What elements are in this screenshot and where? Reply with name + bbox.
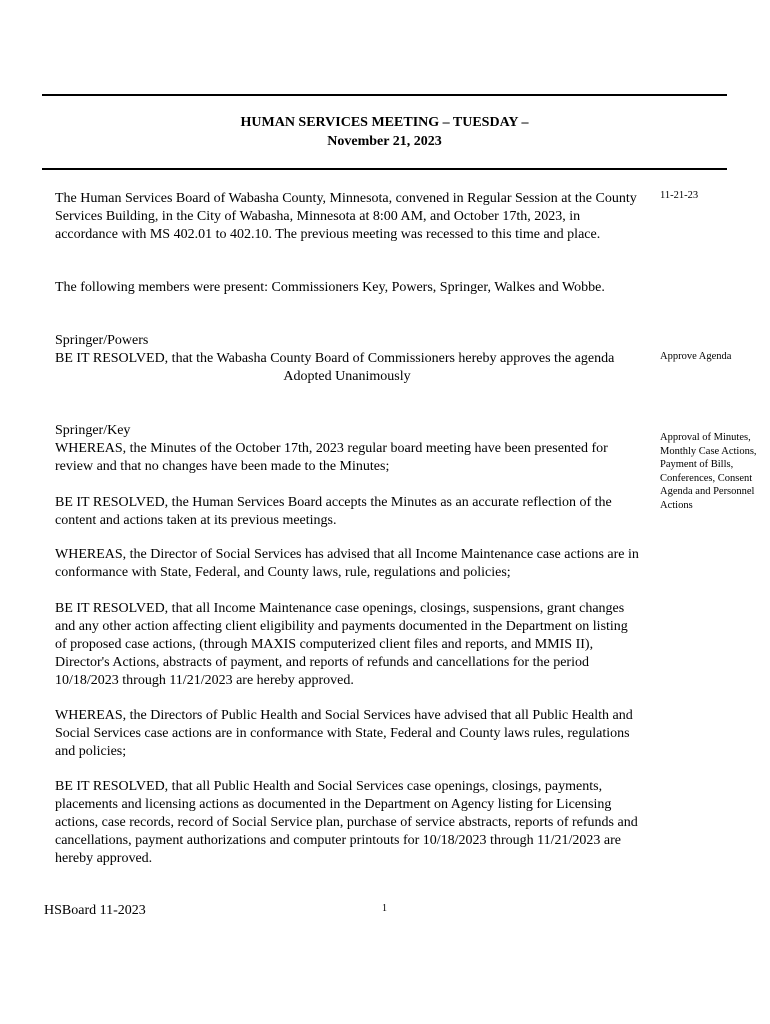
- motion-agenda-result: Adopted Unanimously: [283, 369, 411, 384]
- motion-agenda: [55, 332, 639, 386]
- members-text: The following members were present: Commissioners Key, Powers, Springer, Walkes and Wobbe.: [55, 280, 605, 295]
- intro-text: The Human Services Board of Wabasha County, Minnesota, convened in Regular Session at the County Services Building, in the City of Wabasha, Minnesota at 8:00 AM, and October 17th, 2023, in accordance with MS 402.01 to 402.10. The previous meeting was recessed to this time and place.: [55, 191, 637, 242]
- title-line-1: HUMAN SERVICES MEETING – TUESDAY –: [240, 115, 529, 130]
- whereas-income-paragraph: [55, 546, 639, 582]
- page-title: [42, 113, 727, 151]
- footer-page-number: 1: [382, 903, 387, 914]
- margin-note-approve-agenda: Approve Agenda: [660, 351, 732, 362]
- motion-minutes-movers: Springer/Key: [55, 423, 131, 438]
- motion-minutes: [55, 422, 639, 476]
- header-bottom-rule: [42, 168, 727, 170]
- motion-agenda-text: BE IT RESOLVED, that the Wabasha County Board of Commissioners hereby approves the agenda: [55, 351, 615, 366]
- title-line-2: November 21, 2023: [327, 134, 442, 149]
- motion-minutes-whereas: WHEREAS, the Minutes of the October 17th, 2023 regular board meeting have been presented for review and that no changes have been made to the Minutes;: [55, 441, 608, 474]
- whereas-public-health-text: WHEREAS, the Directors of Public Health and Social Services have advised that all Public Health and Social Services case actions are in conformance with State, Federal and County laws rules, regulations and policies;: [55, 708, 633, 759]
- whereas-public-health-paragraph: [55, 707, 639, 761]
- resolved-public-health-text: BE IT RESOLVED, that all Public Health and Social Services case openings, closings, payments, placements and licensing actions as documented in the Department on Agency listing for Licensing actions, case records, record of Social Service plan, purchase of service abstracts, reports of refunds and cancellations, payment authorizations and computer printouts for 10/18/2023 through 11/21/2023 are hereby approved.: [55, 779, 638, 866]
- margin-note-approval-minutes: Approval of Minutes, Monthly Case Actions, Payment of Bills, Conferences, Consent Agenda and Personnel Actions: [660, 432, 757, 511]
- resolved-minutes-paragraph: [55, 494, 639, 530]
- header-top-rule: [42, 94, 727, 96]
- margin-note-date: 11-21-23: [660, 190, 699, 201]
- resolved-income-text: BE IT RESOLVED, that all Income Maintenance case openings, closings, suspensions, grant changes and any other action affecting client eligibility and payments documented in the Department on listing of proposed case actions, (through MAXIS computerized client files and reports, and MMIS II), Director's Actions, abstracts of payment, and reports of refunds and cancellations for the period 10/18/2023 through 11/21/2023 are hereby approved.: [55, 601, 628, 688]
- footer-doc-id: HSBoard 11-2023: [44, 903, 146, 918]
- intro-paragraph: [55, 190, 639, 244]
- members-paragraph: [55, 279, 639, 297]
- resolved-income-paragraph: [55, 600, 639, 690]
- resolved-minutes-text: BE IT RESOLVED, the Human Services Board accepts the Minutes as an accurate reflection of the content and actions taken at its previous meetings.: [55, 495, 612, 528]
- whereas-income-text: WHEREAS, the Director of Social Services has advised that all Income Maintenance case actions are in conformance with State, Federal, and County laws, rule, regulations and policies;: [55, 547, 639, 580]
- resolved-public-health-paragraph: [55, 778, 639, 868]
- motion-agenda-movers: Springer/Powers: [55, 333, 149, 348]
